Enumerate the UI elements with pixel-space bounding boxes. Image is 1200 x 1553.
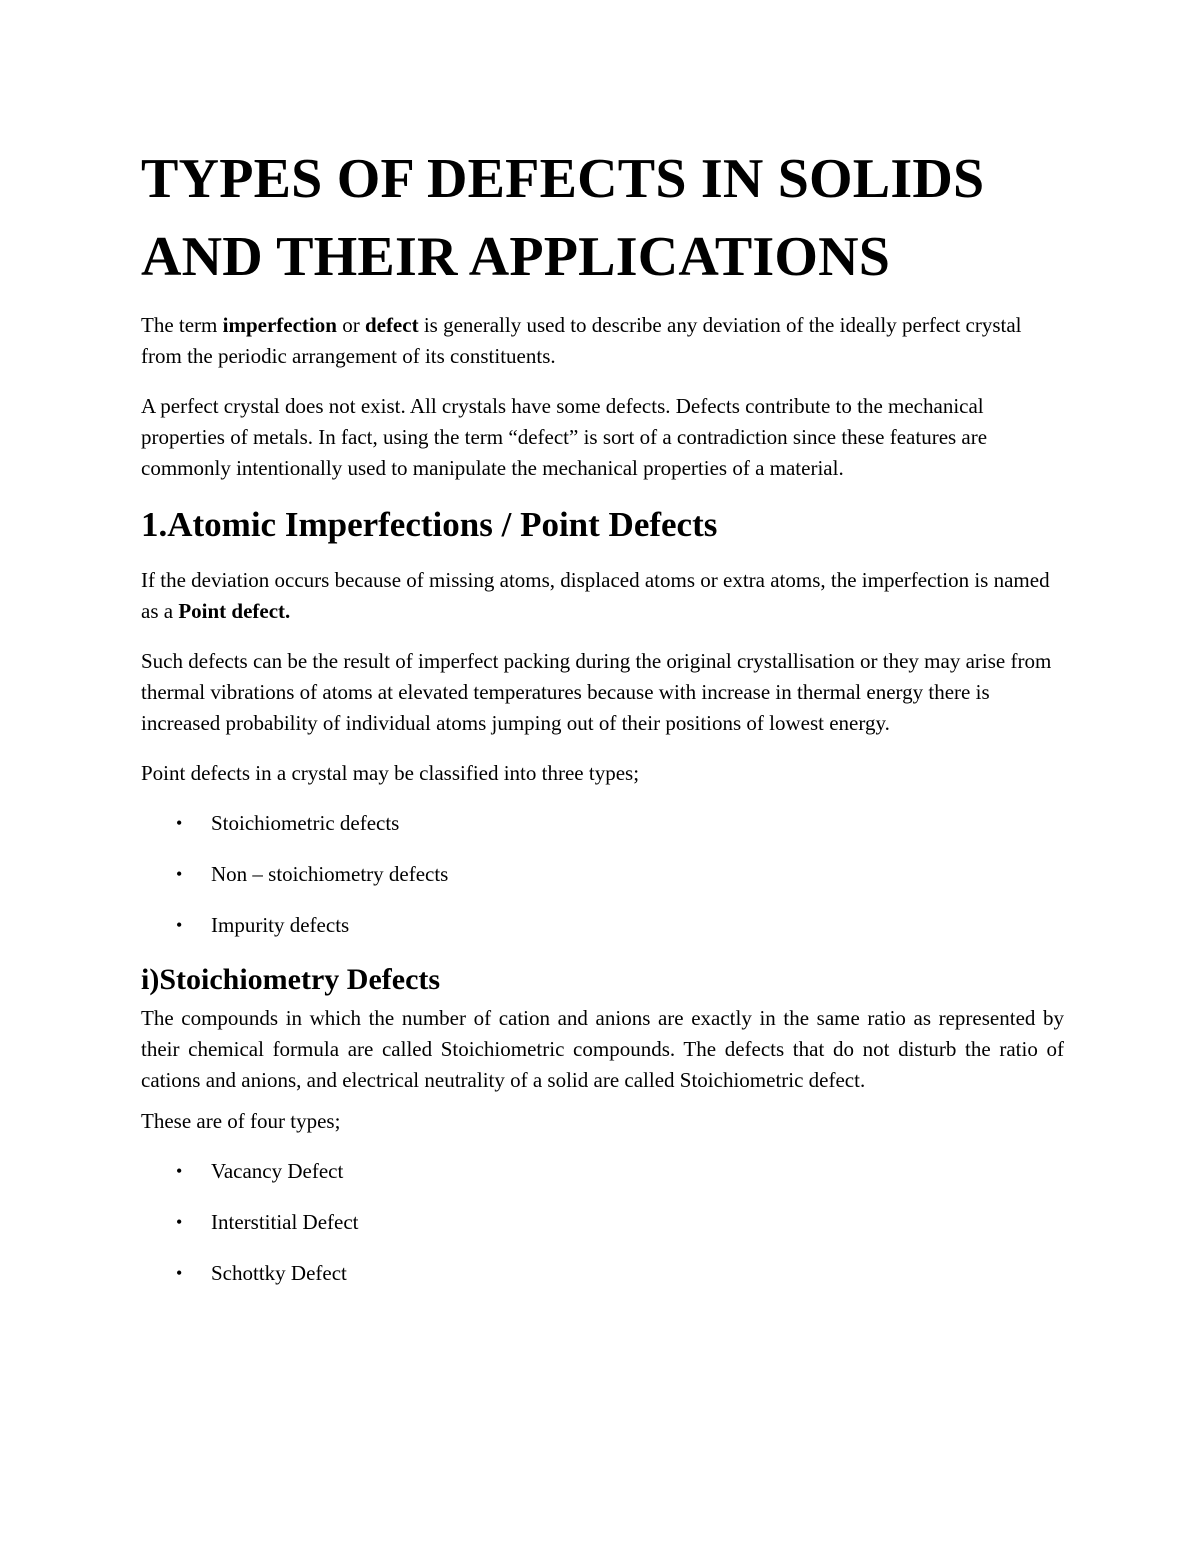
intro-paragraph-2: A perfect crystal does not exist. All crystals have some defects. Defects contribute to the mechanical properties of metals. In fact, using the term “defect” is sort of a contradiction since these features are commonly intentionally used to manipulate the mechanical properties of a material. xyxy=(141,394,988,480)
document-title xyxy=(141,140,1064,296)
point-defect-paragraph-2: Such defects can be the result of imperfect packing during the original crystallisation or they may arise from thermal vibrations of atoms at elevated temperatures because with increase in thermal energy there is increased probability of individual atoms jumping out of their positions of lowest energy. xyxy=(141,649,1052,735)
intro-text-a: The term xyxy=(141,313,223,337)
intro-paragraph-1 xyxy=(141,310,1064,372)
bullet-icon: • xyxy=(176,864,183,884)
stoichiometry-paragraph-2: These are of four types; xyxy=(141,1109,341,1133)
bullet-icon: • xyxy=(176,1212,183,1232)
list-item xyxy=(141,808,1064,839)
point-defect-paragraph-3: Point defects in a crystal may be classified into three types; xyxy=(141,761,640,785)
stoichiometry-paragraph-1: The compounds in which the number of cation and anions are exactly in the same ratio as represented by their chemical formula are called Stoichiometric compounds. The defects that do not disturb the ratio of cations and anions, and electrical neutrality of a solid are called Stoichiometric defect. xyxy=(141,1006,1064,1092)
point-defect-types-list xyxy=(141,808,1064,941)
point-defect-paragraph-1 xyxy=(141,565,1064,627)
stoichiometric-types-list xyxy=(141,1156,1064,1289)
section-heading-point-defects: 1.Atomic Imperfections / Point Defects xyxy=(141,505,718,544)
list-item-label: Non – stoichiometry defects xyxy=(211,862,449,886)
list-item-label: Interstitial Defect xyxy=(211,1210,359,1234)
list-item-label: Impurity defects xyxy=(211,913,350,937)
intro-text-e: is generally used to describe any deviation of the ideally perfect crystal from the periodic arrangement of its constituents. xyxy=(141,313,1022,368)
list-item-label: Schottky Defect xyxy=(211,1261,347,1285)
bullet-icon: • xyxy=(176,1263,183,1283)
point-defect-text: If the deviation occurs because of missing atoms, displaced atoms or extra atoms, the imperfection is named as a xyxy=(141,568,1050,623)
list-item xyxy=(141,859,1064,890)
bullet-icon: • xyxy=(176,915,183,935)
list-item-label: Vacancy Defect xyxy=(211,1159,344,1183)
list-item xyxy=(141,1258,1064,1289)
title-line-2: AND THEIR APPLICATIONS xyxy=(141,226,891,288)
bullet-icon: • xyxy=(176,813,183,833)
list-item xyxy=(141,910,1064,941)
title-line-1: TYPES OF DEFECTS IN SOLIDS xyxy=(141,148,985,210)
list-item-label: Stoichiometric defects xyxy=(211,811,400,835)
bullet-icon: • xyxy=(176,1161,183,1181)
intro-text-c: or xyxy=(336,313,365,337)
term-point-defect: Point defect. xyxy=(178,599,291,623)
term-imperfection: imperfection xyxy=(222,313,337,337)
term-defect: defect xyxy=(364,313,419,337)
list-item xyxy=(141,1207,1064,1238)
list-item xyxy=(141,1156,1064,1187)
section-heading-stoichiometry: i)Stoichiometry Defects xyxy=(141,963,441,996)
